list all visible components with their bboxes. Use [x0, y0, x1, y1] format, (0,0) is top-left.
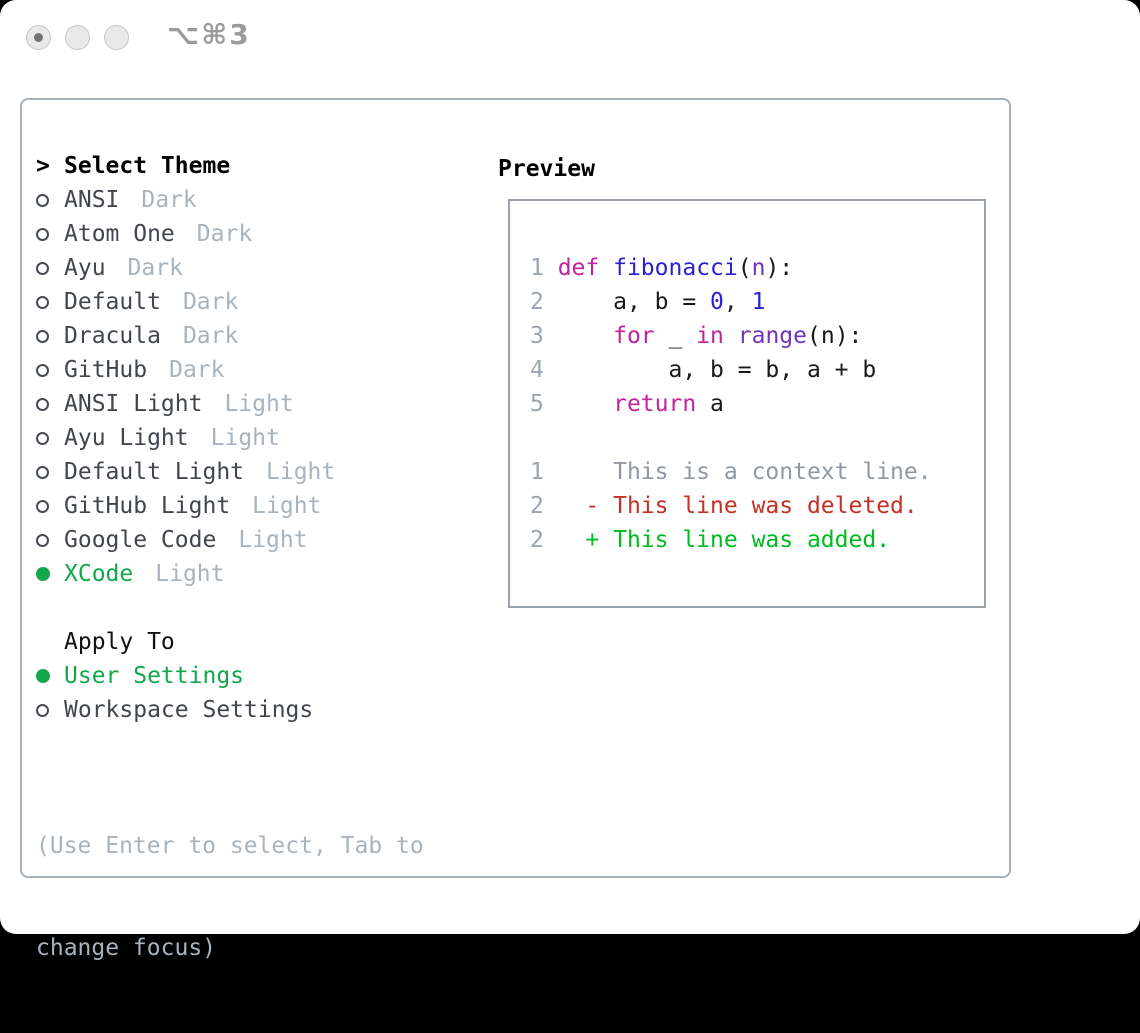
window-button-3[interactable] — [104, 25, 129, 50]
code-segment: def — [557, 255, 600, 281]
theme-list — [36, 183, 476, 591]
apply-to-title: Apply To — [64, 629, 175, 655]
window-button-active[interactable] — [26, 25, 51, 50]
option-label: ANSI — [64, 187, 120, 213]
code-segment: This is a context line. — [557, 459, 932, 485]
code-segment: (n): — [807, 323, 863, 349]
select-theme-header — [36, 149, 476, 183]
code-segment: fibonacci — [613, 255, 738, 281]
code-segment: ( — [737, 255, 752, 281]
code-segment: - This line was deleted. — [557, 493, 918, 519]
line-number: 4 — [530, 357, 558, 383]
apply-option-workspace-settings[interactable] — [36, 693, 476, 727]
radio-icon — [36, 262, 64, 275]
code-segment: a, b = b, a + b — [557, 357, 877, 383]
hint-line-1: (Use Enter to select, Tab to — [36, 833, 424, 859]
code-line — [530, 319, 932, 353]
theme-variant-label: Light — [155, 561, 225, 587]
theme-variant-label: Light — [266, 459, 336, 485]
code-segment: range — [737, 323, 807, 349]
option-label: Ayu — [64, 255, 106, 281]
radio-icon — [36, 534, 64, 547]
code-line — [530, 353, 932, 387]
window-controls — [26, 25, 129, 50]
code-segment: 0 — [710, 289, 724, 315]
hint-line-2: change focus) — [36, 935, 217, 961]
theme-option-ansi[interactable] — [36, 183, 476, 217]
theme-variant-label: Dark — [182, 323, 239, 349]
theme-option-default[interactable] — [36, 285, 476, 319]
theme-variant-label: Light — [224, 391, 294, 417]
theme-variant-label: Dark — [182, 289, 239, 315]
theme-variant-label: Light — [210, 425, 280, 451]
code-segment: _ — [654, 323, 697, 349]
theme-variant-label: Dark — [141, 187, 197, 213]
preview-box — [508, 199, 986, 608]
radio-icon — [36, 228, 64, 241]
preview-title: Preview — [498, 156, 595, 182]
theme-variant-label: Light — [238, 527, 308, 553]
option-label: GitHub — [64, 357, 148, 383]
radio-selected-icon — [36, 567, 64, 581]
theme-variant-label: Dark — [196, 221, 253, 247]
theme-variant-label: Dark — [169, 357, 225, 383]
theme-option-ansi-light[interactable] — [36, 387, 476, 421]
radio-icon — [36, 296, 64, 309]
code-segment: + This line was added. — [557, 527, 891, 553]
option-label: GitHub Light — [64, 493, 231, 519]
code-segment: a, b = — [557, 289, 711, 315]
code-segment — [558, 323, 613, 349]
radio-icon — [36, 704, 64, 717]
option-label: Dracula — [64, 323, 161, 349]
theme-option-xcode[interactable] — [36, 557, 476, 591]
code-block — [530, 251, 932, 557]
theme-option-github-light[interactable] — [36, 489, 476, 523]
option-label: Default Light — [64, 459, 245, 485]
code-segment — [599, 255, 613, 281]
apply-to-list — [36, 659, 476, 727]
radio-icon — [36, 194, 64, 207]
option-label: Ayu Light — [64, 425, 189, 451]
code-segment: 1 — [751, 289, 766, 315]
line-number: 5 — [530, 391, 558, 417]
radio-selected-icon — [36, 669, 64, 683]
line-number: 2 — [530, 289, 558, 315]
option-label: User Settings — [64, 663, 245, 689]
apply-to-header — [36, 625, 476, 659]
option-label: Atom One — [64, 221, 175, 247]
line-number: 2 — [530, 527, 558, 553]
code-segment: n — [751, 255, 766, 281]
option-label: Default — [64, 289, 161, 315]
theme-option-google-code[interactable] — [36, 523, 476, 557]
active-window-dot-icon — [34, 33, 43, 42]
option-label: ANSI Light — [64, 391, 203, 417]
code-line — [530, 455, 932, 489]
theme-picker-left-column — [36, 149, 476, 1033]
select-theme-title: Select Theme — [64, 153, 231, 179]
option-label: Workspace Settings — [64, 697, 314, 723]
theme-option-dracula[interactable] — [36, 319, 476, 353]
apply-option-user-settings[interactable] — [36, 659, 476, 693]
focus-caret-icon: > — [36, 153, 50, 179]
radio-icon — [36, 466, 64, 479]
code-segment: for — [613, 323, 655, 349]
radio-icon — [36, 330, 64, 343]
code-line — [530, 421, 932, 455]
code-segment: , — [723, 289, 752, 315]
code-line — [530, 387, 932, 421]
line-number: 3 — [530, 323, 558, 349]
radio-icon — [36, 398, 64, 411]
code-segment — [724, 323, 738, 349]
code-segment: return — [613, 391, 697, 417]
option-label: XCode — [64, 561, 134, 587]
theme-option-atom-one[interactable] — [36, 217, 476, 251]
code-line — [530, 251, 932, 285]
code-segment — [558, 391, 613, 417]
theme-option-ayu[interactable] — [36, 251, 476, 285]
line-number: 1 — [530, 255, 558, 281]
radio-icon — [36, 364, 64, 377]
code-segment: ): — [765, 255, 794, 281]
keyboard-shortcut-label: ⌥⌘3 — [167, 18, 251, 51]
line-number — [530, 425, 558, 451]
theme-option-default-light[interactable] — [36, 455, 476, 489]
code-line — [530, 489, 932, 523]
option-label: Google Code — [64, 527, 217, 553]
code-line — [530, 285, 932, 319]
window-button-2[interactable] — [65, 25, 90, 50]
line-number: 2 — [530, 493, 558, 519]
hint-text — [36, 761, 476, 1033]
theme-variant-label: Light — [252, 493, 322, 519]
code-line — [530, 523, 932, 557]
code-segment: a — [696, 391, 724, 417]
theme-option-github[interactable] — [36, 353, 476, 387]
theme-variant-label: Dark — [127, 255, 183, 281]
radio-icon — [36, 432, 64, 445]
theme-option-ayu-light[interactable] — [36, 421, 476, 455]
code-segment: in — [696, 323, 724, 349]
line-number: 1 — [530, 459, 558, 485]
radio-icon — [36, 500, 64, 513]
